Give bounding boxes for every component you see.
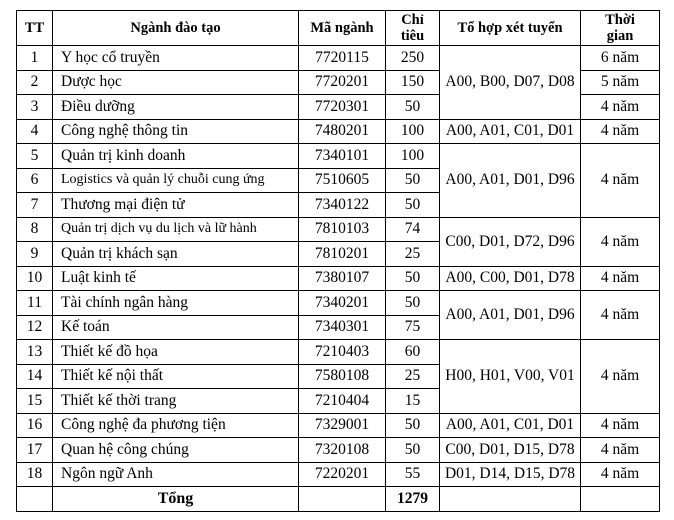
cell-tt: 5 — [17, 144, 53, 169]
table-row — [17, 291, 660, 316]
cell-major: Kế toán — [53, 315, 299, 340]
cell-duration: 4 năm — [581, 413, 660, 438]
cell-duration: 4 năm — [581, 144, 660, 218]
cell-quota: 50 — [386, 168, 440, 193]
cell-combo: C00, D01, D15, D78 — [440, 438, 581, 463]
cell-major: Quản trị kinh doanh — [53, 144, 299, 169]
cell-major: Công nghệ thông tin — [53, 119, 299, 144]
cell-code: 7810103 — [299, 217, 386, 242]
cell-code: 7340301 — [299, 315, 386, 340]
cell-combo: A00, A01, D01, D96 — [440, 291, 581, 340]
cell-quota: 25 — [386, 242, 440, 267]
cell-major: Y học cổ truyền — [53, 46, 299, 71]
cell-tt: 18 — [17, 462, 53, 487]
header-combo: Tổ hợp xét tuyển — [440, 11, 581, 46]
cell-quota: 60 — [386, 340, 440, 365]
table-row — [17, 266, 660, 291]
cell-major: Dược học — [53, 70, 299, 95]
cell-quota: 50 — [386, 413, 440, 438]
cell-tt: 8 — [17, 217, 53, 242]
cell-duration: 4 năm — [581, 266, 660, 291]
cell-quota: 50 — [386, 291, 440, 316]
admissions-quota-table — [16, 10, 660, 512]
cell-major: Thiết kế thời trang — [53, 389, 299, 414]
cell-empty — [581, 487, 660, 512]
header-code: Mã ngành — [299, 11, 386, 46]
total-value: 1279 — [386, 487, 440, 512]
table-row — [17, 144, 660, 169]
cell-major: Quản trị khách sạn — [53, 242, 299, 267]
cell-quota: 55 — [386, 462, 440, 487]
cell-code: 7720115 — [299, 46, 386, 71]
cell-major: Luật kinh tế — [53, 266, 299, 291]
table-row — [17, 46, 660, 71]
header-tt: TT — [17, 11, 53, 46]
cropped-heading-fragment — [0, 0, 674, 6]
cell-code: 7720201 — [299, 70, 386, 95]
cell-quota: 250 — [386, 46, 440, 71]
header-major: Ngành đào tạo — [53, 11, 299, 46]
header-duration-line1: Thời — [605, 12, 635, 28]
cell-major: Ngôn ngữ Anh — [53, 462, 299, 487]
cell-major: Tài chính ngân hàng — [53, 291, 299, 316]
header-duration-line2: gian — [606, 28, 634, 44]
cell-tt: 13 — [17, 340, 53, 365]
cell-code: 7580108 — [299, 364, 386, 389]
cell-major: Điều dưỡng — [53, 95, 299, 120]
cell-tt: 16 — [17, 413, 53, 438]
cell-major: Thương mại điện tử — [53, 193, 299, 218]
cell-code: 7220201 — [299, 462, 386, 487]
cell-code: 7320108 — [299, 438, 386, 463]
header-duration — [581, 11, 660, 46]
cell-code: 7380107 — [299, 266, 386, 291]
cell-empty — [17, 487, 53, 512]
cell-code: 7720301 — [299, 95, 386, 120]
cell-empty — [440, 487, 581, 512]
cell-code: 7340122 — [299, 193, 386, 218]
cell-code: 7810201 — [299, 242, 386, 267]
cell-duration: 5 năm — [581, 70, 660, 95]
table-row — [17, 462, 660, 487]
cell-tt: 2 — [17, 70, 53, 95]
table-row — [17, 217, 660, 242]
cell-code: 7210403 — [299, 340, 386, 365]
cell-duration: 6 năm — [581, 46, 660, 71]
cell-tt: 15 — [17, 389, 53, 414]
cell-duration: 4 năm — [581, 217, 660, 266]
cell-quota: 75 — [386, 315, 440, 340]
cell-tt: 6 — [17, 168, 53, 193]
table-row — [17, 413, 660, 438]
cell-quota: 74 — [386, 217, 440, 242]
cell-tt: 4 — [17, 119, 53, 144]
cell-tt: 11 — [17, 291, 53, 316]
cell-combo: H00, H01, V00, V01 — [440, 340, 581, 414]
cell-duration: 4 năm — [581, 95, 660, 120]
cell-combo: A00, A01, D01, D96 — [440, 144, 581, 218]
cell-duration: 4 năm — [581, 291, 660, 340]
cell-major: Quan hệ công chúng — [53, 438, 299, 463]
total-row — [17, 487, 660, 512]
cell-combo: C00, D01, D72, D96 — [440, 217, 581, 266]
cell-quota: 50 — [386, 438, 440, 463]
cell-combo: A00, A01, C01, D01 — [440, 413, 581, 438]
cell-duration: 4 năm — [581, 340, 660, 414]
cell-empty — [299, 487, 386, 512]
cell-duration: 4 năm — [581, 462, 660, 487]
cell-quota: 50 — [386, 266, 440, 291]
cell-code: 7329001 — [299, 413, 386, 438]
cell-major: Công nghệ đa phương tiện — [53, 413, 299, 438]
cell-duration: 4 năm — [581, 438, 660, 463]
total-label: Tổng — [53, 487, 299, 512]
cell-tt: 10 — [17, 266, 53, 291]
table-row — [17, 438, 660, 463]
cell-code: 7340201 — [299, 291, 386, 316]
cell-quota: 100 — [386, 144, 440, 169]
cell-quota: 150 — [386, 70, 440, 95]
cell-tt: 14 — [17, 364, 53, 389]
cell-quota: 100 — [386, 119, 440, 144]
cell-tt: 12 — [17, 315, 53, 340]
cell-duration: 4 năm — [581, 119, 660, 144]
cell-quota: 15 — [386, 389, 440, 414]
cell-quota: 50 — [386, 95, 440, 120]
table-header-row — [17, 11, 660, 46]
cell-combo: A00, B00, D07, D08 — [440, 46, 581, 120]
header-quota-line2: tiêu — [400, 28, 425, 44]
cell-tt: 17 — [17, 438, 53, 463]
cell-combo: A00, C00, D01, D78 — [440, 266, 581, 291]
cell-tt: 7 — [17, 193, 53, 218]
header-quota — [386, 11, 440, 46]
header-quota-line1: Chỉ — [401, 12, 424, 28]
cell-major: Thiết kế đồ họa — [53, 340, 299, 365]
cell-major: Thiết kế nội thất — [53, 364, 299, 389]
cell-tt: 3 — [17, 95, 53, 120]
cell-code: 7340101 — [299, 144, 386, 169]
table-row — [17, 340, 660, 365]
cell-combo: D01, D14, D15, D78 — [440, 462, 581, 487]
cell-tt: 9 — [17, 242, 53, 267]
cell-code: 7510605 — [299, 168, 386, 193]
cell-combo: A00, A01, C01, D01 — [440, 119, 581, 144]
cell-code: 7480201 — [299, 119, 386, 144]
cell-quota: 50 — [386, 193, 440, 218]
table-row — [17, 119, 660, 144]
cell-tt: 1 — [17, 46, 53, 71]
cell-major: Logistics và quản lý chuỗi cung ứng — [53, 168, 299, 193]
cell-code: 7210404 — [299, 389, 386, 414]
cell-major: Quản trị dịch vụ du lịch và lữ hành — [53, 217, 299, 242]
cell-quota: 25 — [386, 364, 440, 389]
